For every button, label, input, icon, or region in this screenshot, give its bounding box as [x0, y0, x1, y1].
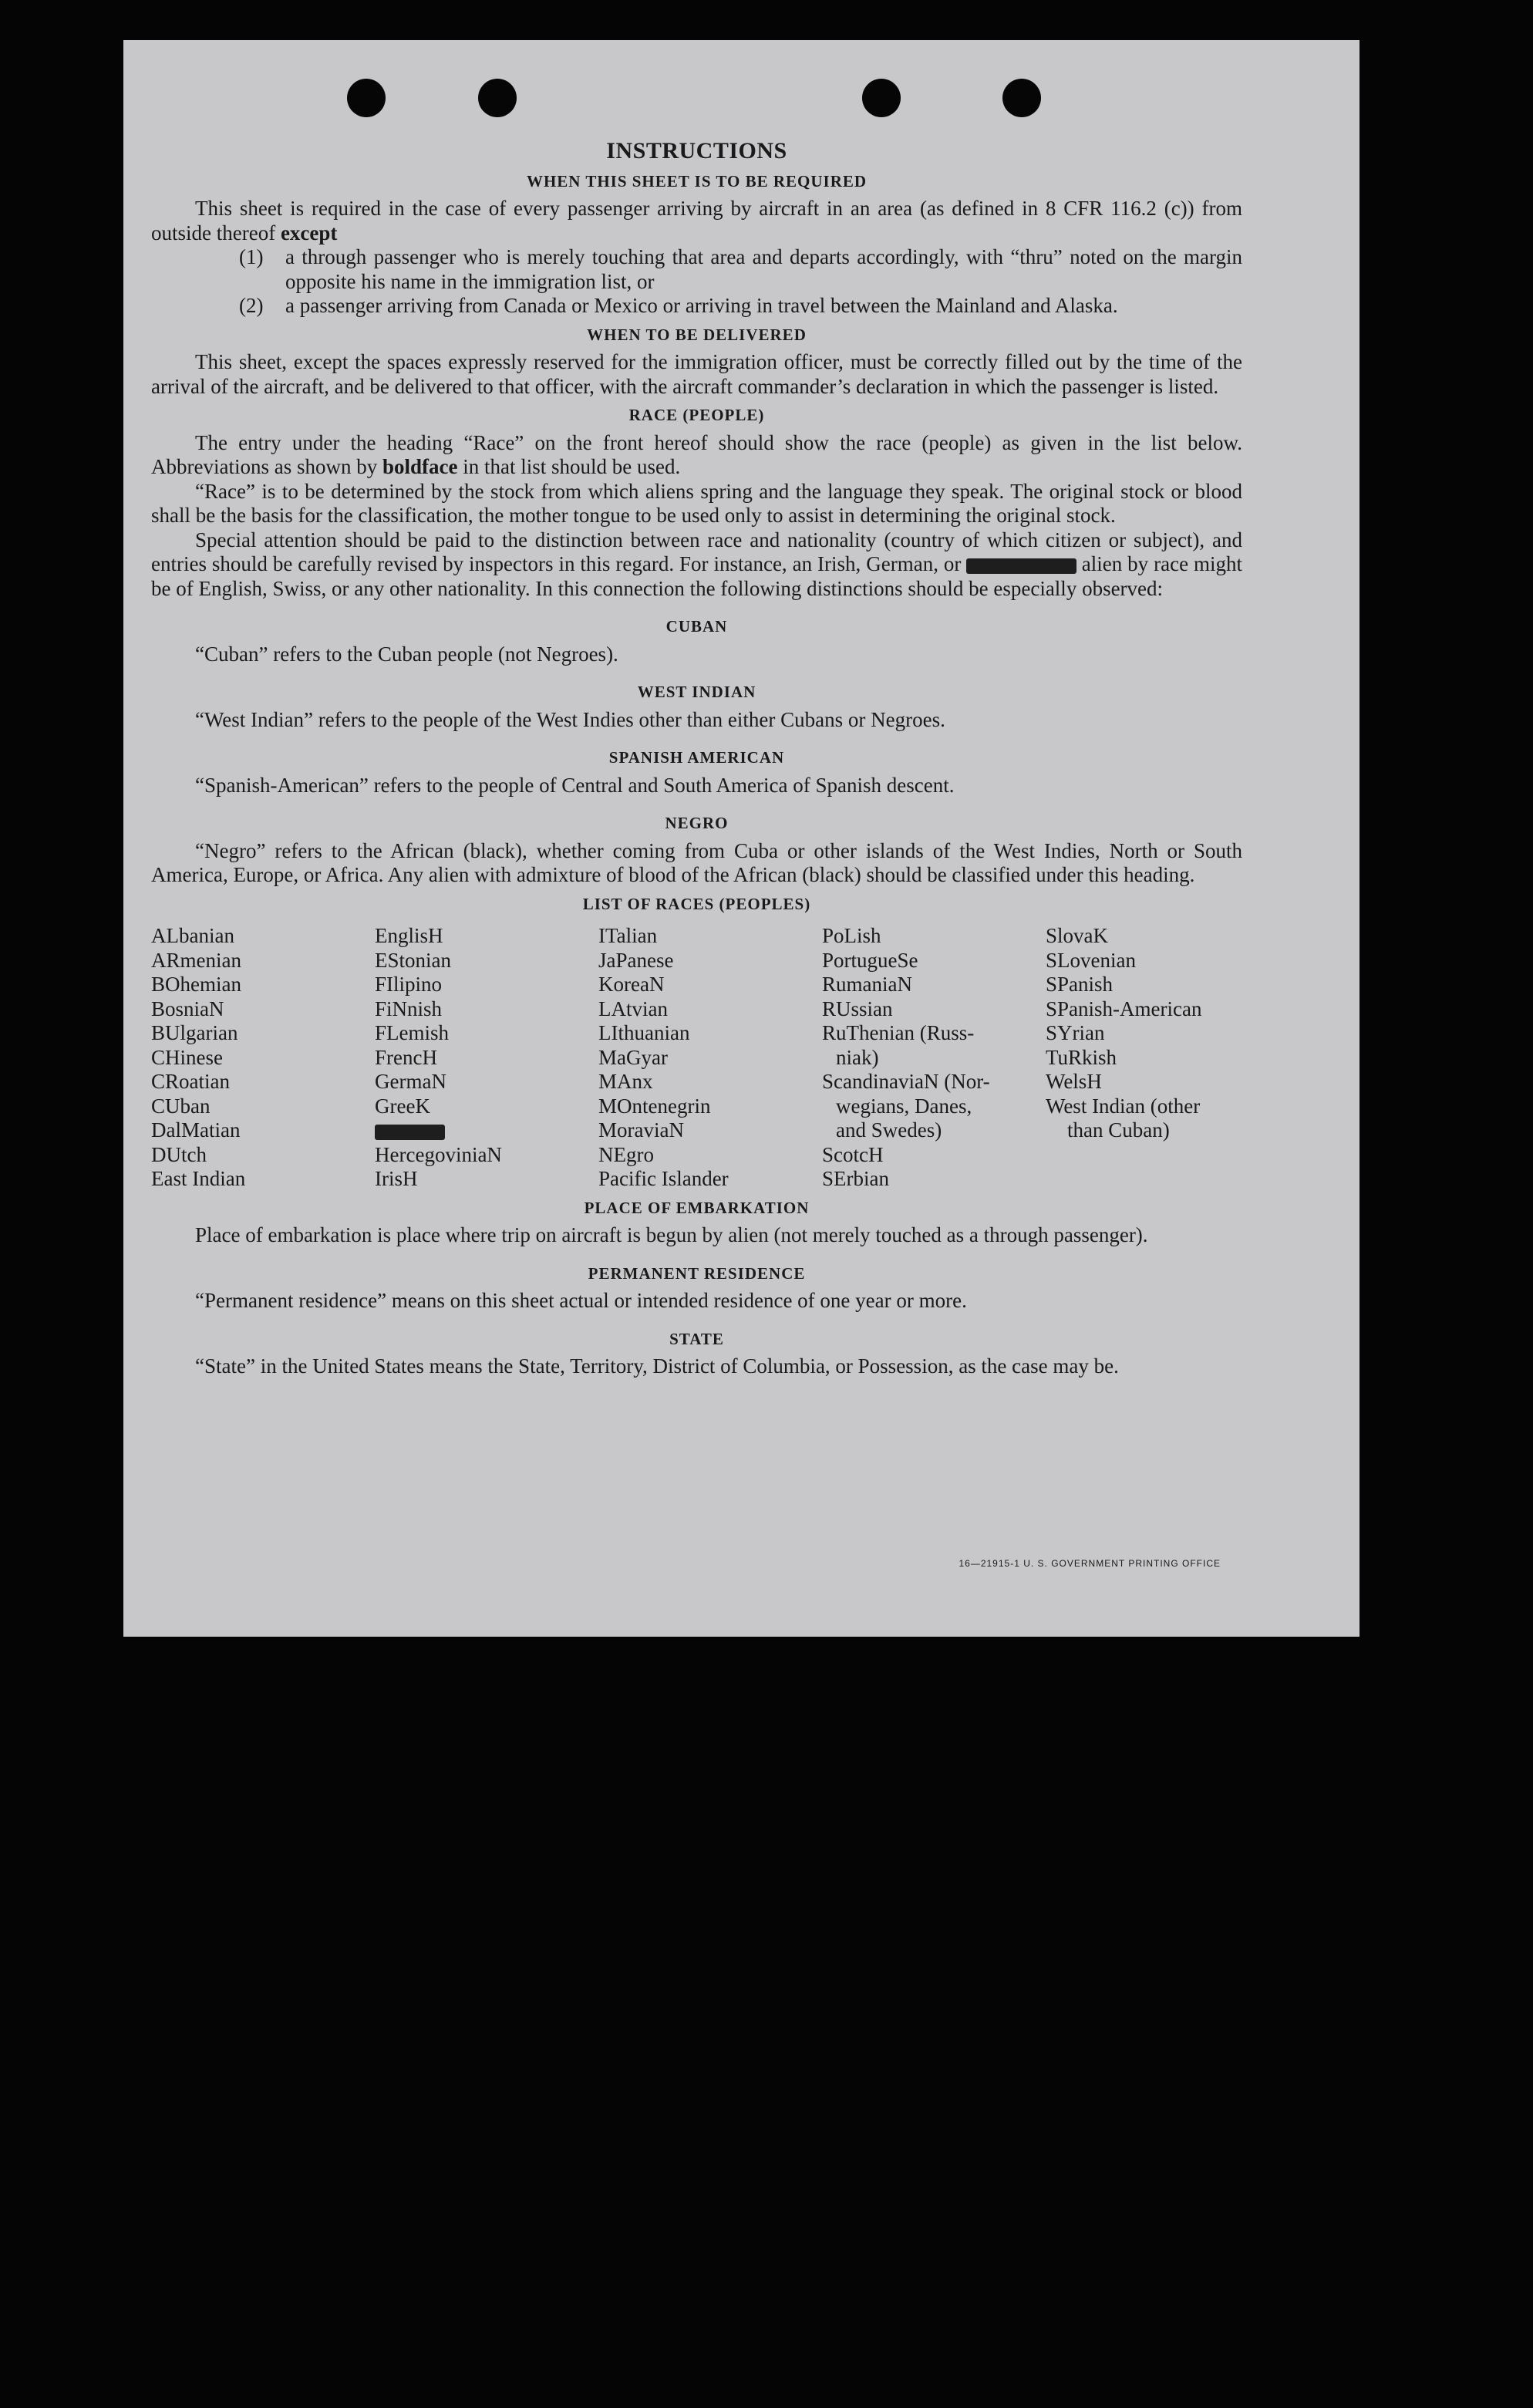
race-item: wegians, Danes,: [836, 1094, 972, 1118]
race-item: FiNnish: [375, 997, 443, 1020]
paragraph: “West Indian” refers to the people of the West Indies other than either Cubans or Negroes.: [195, 707, 945, 731]
section-heading: WHEN THIS SHEET IS TO BE REQUIRED: [526, 171, 868, 191]
section-heading: PLACE OF EMBARKATION: [584, 1198, 810, 1217]
punch-hole: [862, 79, 901, 117]
item-number: (1): [239, 245, 264, 268]
race-item: SPanish: [1046, 973, 1114, 996]
list-item: [239, 294, 1242, 319]
paragraph-text: This sheet is required in the case of every passenger arriving by aircraft in an area (as defined in 8 CFR 116.2 (c)) from outside thereof: [151, 197, 1242, 245]
section-heading: SPANISH AMERICAN: [608, 748, 785, 767]
paragraph: Place of embarkation is place where trip on aircraft is begun by alien (not merely touched as a through passenger).: [195, 1223, 1148, 1246]
paragraph: “Cuban” refers to the Cuban people (not Negroes).: [195, 642, 618, 666]
race-item: ALbanian: [151, 924, 234, 947]
paragraph: [151, 431, 1242, 480]
race-item: SlovaK: [1046, 924, 1108, 947]
section-heading: CUBAN: [665, 617, 728, 636]
paragraph-text: alien by race might be of English, Swiss, or any other nationality. In this connection the following distinctions should be especially observed:: [151, 552, 1243, 600]
paragraph-text: The entry under the heading “Race” on the front hereof should show the race (people) as given in the list below. Abbreviations as shown by: [151, 430, 1242, 478]
race-item: niak): [836, 1045, 879, 1069]
race-item: West Indian (other: [1046, 1094, 1201, 1118]
race-item: HercegoviniaN: [375, 1142, 502, 1166]
race-item: ITalian: [598, 924, 658, 947]
race-item: CRoatian: [151, 1070, 230, 1093]
section-heading: PERMANENT RESIDENCE: [588, 1263, 806, 1283]
race-item: CHinese: [151, 1045, 223, 1069]
race-item: TuRkish: [1046, 1045, 1117, 1069]
section-heading: WEST INDIAN: [637, 683, 756, 701]
race-item: IrisH: [375, 1167, 418, 1190]
item-text: a passenger arriving from Canada or Mexico or arriving in travel between the Mainland and Alaska.: [285, 294, 1118, 317]
section-heading: RACE (PEOPLE): [628, 406, 765, 424]
race-item: DalMatian: [151, 1118, 241, 1142]
item-number: (2): [239, 294, 264, 317]
paragraph-text: in that list should be used.: [463, 455, 681, 478]
races-column: [151, 924, 375, 1192]
paragraph: [151, 528, 1242, 602]
race-item: SErbian: [822, 1167, 889, 1190]
race-item: CUban: [151, 1094, 211, 1118]
race-item: MOntenegrin: [598, 1094, 711, 1118]
section-heading: STATE: [669, 1329, 724, 1348]
race-item: SPanish-American: [1046, 997, 1202, 1020]
race-item: GreeK: [375, 1094, 430, 1118]
races-list: [151, 924, 1242, 1192]
section-heading: WHEN TO BE DELIVERED: [587, 325, 807, 344]
race-item: JaPanese: [598, 948, 674, 972]
redacted-word: [966, 558, 1076, 574]
race-item: Pacific Islander: [598, 1167, 729, 1190]
bold-text: except: [280, 221, 338, 245]
paragraph: “Negro” refers to the African (black), whether coming from Cuba or other islands of the West Indies, North or South America, Europe, or Africa. Any alien with admixture of blood of the African (black) should be classified under this heading.: [151, 838, 1242, 886]
page-title: INSTRUCTIONS: [606, 138, 787, 164]
section-heading: NEGRO: [665, 814, 729, 832]
race-item: MAnx: [598, 1070, 653, 1093]
punch-hole: [347, 79, 386, 117]
instructions-content: [151, 139, 1242, 1379]
race-item: SLovenian: [1046, 948, 1136, 972]
race-item: RUssian: [822, 997, 893, 1020]
race-item: EStonian: [375, 948, 451, 972]
paragraph: [151, 197, 1242, 245]
race-item: PoLish: [822, 924, 881, 947]
race-item: LAtvian: [598, 997, 668, 1020]
race-item: SYrian: [1046, 1021, 1105, 1044]
race-item: BosniaN: [151, 997, 224, 1020]
race-item: WelsH: [1046, 1070, 1102, 1093]
paragraph: “State” in the United States means the State, Territory, District of Columbia, or Possession, as the case may be.: [195, 1354, 1119, 1378]
document-page: [123, 40, 1359, 1637]
race-item: GermaN: [375, 1070, 446, 1093]
races-column: [375, 924, 598, 1192]
race-item: RumaniaN: [822, 973, 912, 996]
race-item: East Indian: [151, 1167, 246, 1190]
race-item: PortugueSe: [822, 948, 918, 972]
paragraph: “Spanish-American” refers to the people of Central and South America of Spanish descent.: [195, 773, 955, 797]
race-item: MoraviaN: [598, 1118, 684, 1142]
races-column: [1046, 924, 1254, 1192]
races-column: [598, 924, 822, 1192]
redacted-word: [375, 1125, 445, 1140]
race-item: ARmenian: [151, 948, 241, 972]
race-item: KoreaN: [598, 973, 665, 996]
paragraph: “Permanent residence” means on this sheet actual or intended residence of one year or more.: [195, 1289, 967, 1312]
race-item-redacted: [375, 1118, 598, 1143]
item-text: a through passenger who is merely touching that area and departs accordingly, with “thru” noted on the margin opposite his name in the immigration list, or: [285, 245, 1242, 293]
race-item: NEgro: [598, 1142, 654, 1166]
race-item: ScandinaviaN (Nor-: [822, 1070, 990, 1093]
race-item: LIthuanian: [598, 1021, 690, 1044]
race-item: than Cuban): [1067, 1118, 1170, 1142]
race-item: EnglisH: [375, 924, 443, 947]
race-item: DUtch: [151, 1142, 207, 1166]
paragraph: This sheet, except the spaces expressly reserved for the immigration officer, must be correctly filled out by the time of the arrival of the aircraft, and be delivered to that officer, with the aircraft commander’s declaration in which the passenger is listed.: [151, 350, 1242, 398]
races-column: [822, 924, 1046, 1192]
race-item: BOhemian: [151, 973, 241, 996]
race-item: RuThenian (Russ-: [822, 1021, 975, 1044]
paragraph: “Race” is to be determined by the stock from which aliens spring and the language they speak. The original stock or blood shall be the basis for the classification, the mother tongue to be used only to assist in determining the original stock.: [151, 479, 1242, 527]
punch-hole: [1002, 79, 1041, 117]
race-item: BUlgarian: [151, 1021, 238, 1044]
punch-hole: [478, 79, 517, 117]
printing-office-code: 16—21915-1 U. S. GOVERNMENT PRINTING OFFICE: [959, 1558, 1221, 1569]
race-item: and Swedes): [836, 1118, 942, 1142]
race-item: ScotcH: [822, 1142, 884, 1166]
race-item: MaGyar: [598, 1045, 668, 1069]
race-item: FIlipino: [375, 973, 443, 996]
race-item: FLemish: [375, 1021, 450, 1044]
bold-text: boldface: [382, 455, 458, 478]
section-heading: LIST OF RACES (PEOPLES): [582, 894, 811, 913]
race-item: FrencH: [375, 1045, 437, 1069]
list-item: [239, 245, 1242, 294]
paragraph-text: Special attention should be paid to the distinction between race and nationality (country of which citizen or subject), and entries should be carefully revised by inspectors in this regard. For instance, an Irish, German, or: [151, 528, 1242, 575]
